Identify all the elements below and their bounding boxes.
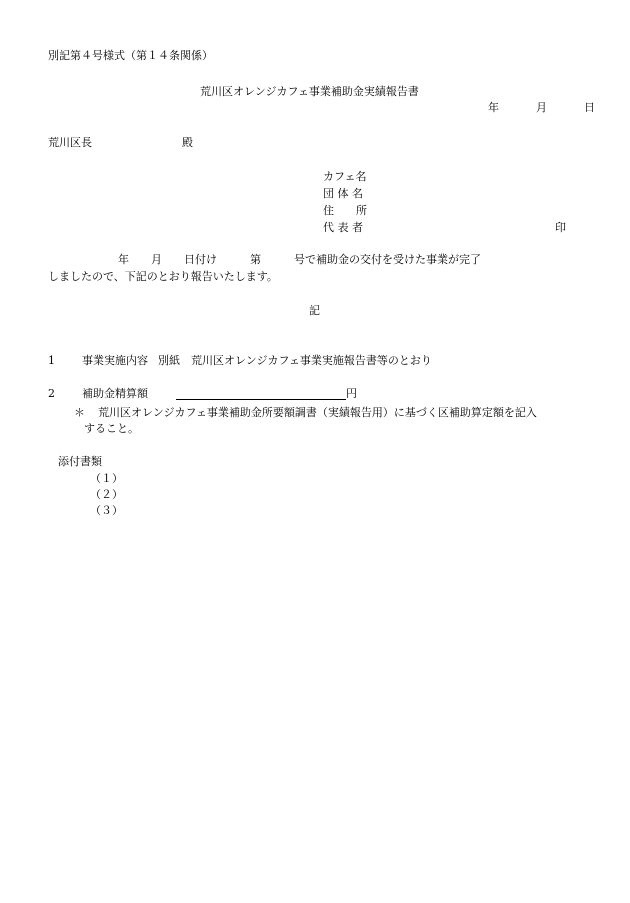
field-cafe-name: カフェ名 xyxy=(323,170,367,183)
field-organization: 団 体 名 xyxy=(323,187,363,200)
addressee-honorific: 殿 xyxy=(182,136,193,149)
addressee xyxy=(48,136,193,149)
form-number: 別記第４号様式（第１４条関係） xyxy=(48,49,213,62)
item-1-number: 1 xyxy=(48,354,55,367)
body-line-2: しましたので、下記のとおり報告いたします。 xyxy=(48,270,278,283)
amount-blank-line[interactable] xyxy=(176,388,346,400)
item-2-unit: 円 xyxy=(346,387,357,400)
date-line xyxy=(488,101,595,114)
note-mark: ＊ xyxy=(74,406,85,419)
date-year: 年 xyxy=(488,101,499,114)
item-1-label: 事業実施内容 xyxy=(82,354,148,367)
attachments-list xyxy=(90,471,123,519)
field-address: 住 所 xyxy=(323,204,367,217)
document-title: 荒川区オレンジカフェ事業補助金実績報告書 xyxy=(200,85,419,98)
attachments-label: 添付書類 xyxy=(58,455,102,468)
addressee-name: 荒川区長 xyxy=(48,136,92,149)
item-2-label: 補助金精算額 xyxy=(82,387,148,400)
note xyxy=(70,405,590,437)
date-month: 月 xyxy=(536,101,547,114)
item-1 xyxy=(48,354,432,367)
item-2-number: 2 xyxy=(48,387,55,400)
date-day: 日 xyxy=(584,101,595,114)
body-line-1: 年 月 日付け 第 号で補助金の交付を受けた事業が完了 xyxy=(118,253,481,266)
field-representative: 代 表 者 xyxy=(323,221,363,234)
attachment-item-2: （２） xyxy=(90,488,123,501)
applicant-block xyxy=(323,170,375,238)
attachment-item-3: （３） xyxy=(90,504,123,517)
ki-heading: 記 xyxy=(309,304,320,317)
note-text-2: すること。 xyxy=(84,422,139,435)
attachment-item-1: （１） xyxy=(90,472,123,485)
body-text xyxy=(48,251,578,285)
item-1-value: 別紙 荒川区オレンジカフェ事業実施報告書等のとおり xyxy=(158,354,432,367)
seal-mark: 印 xyxy=(555,221,566,234)
item-2 xyxy=(48,387,357,400)
note-text-1: 荒川区オレンジカフェ事業補助金所要額調書（実績報告用）に基づく区補助算定額を記入 xyxy=(98,406,537,419)
